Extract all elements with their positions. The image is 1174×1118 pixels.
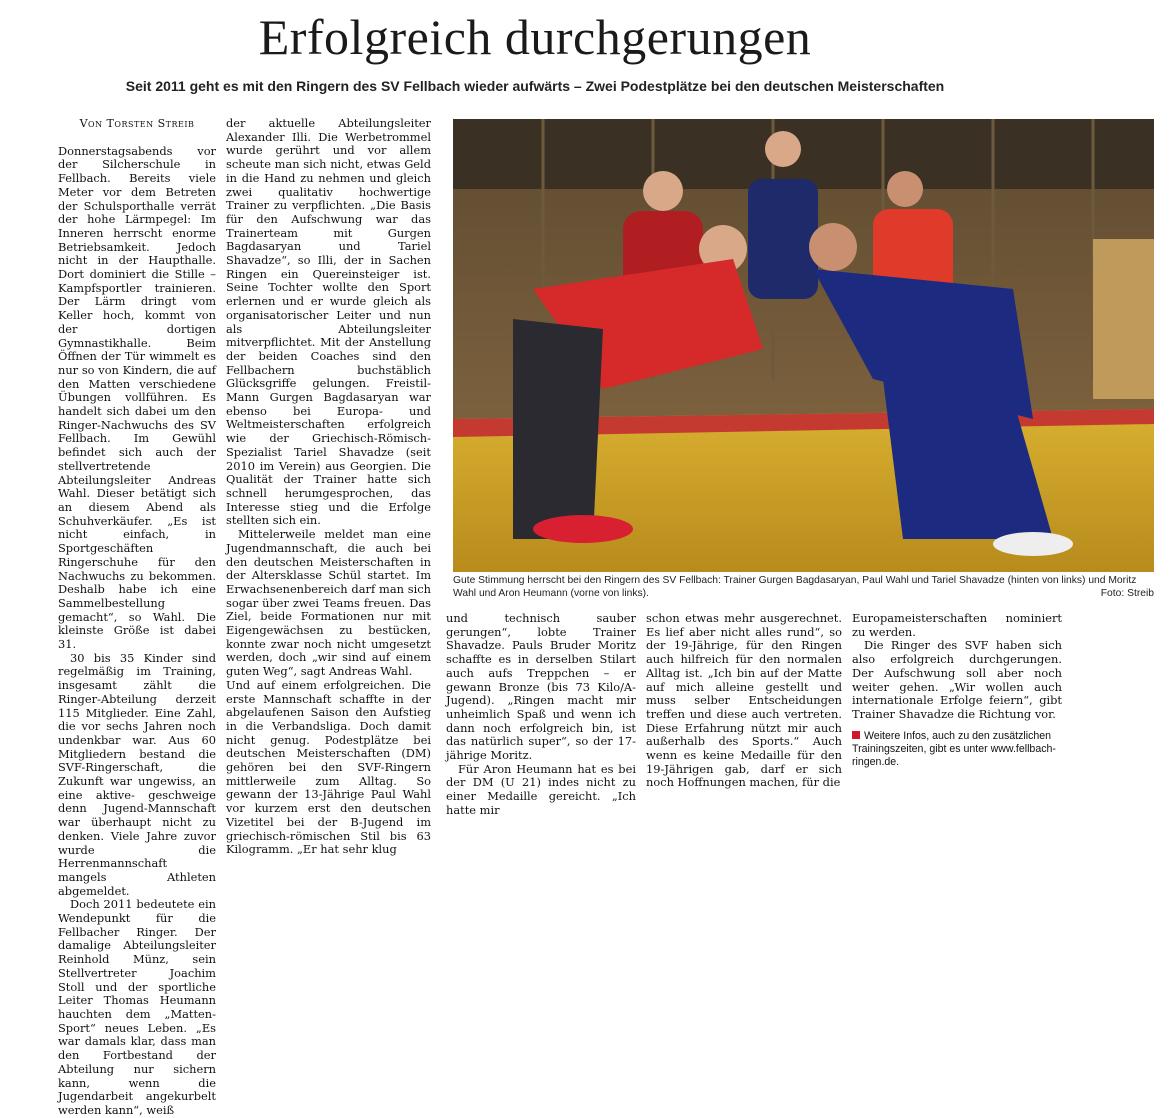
byline: Von Torsten Streib [79,117,195,130]
article-column-3 [446,612,636,818]
paragraph: Und auf einem erfolgreichen. Die erste Mannschaft schaffte in der abgelaufenen Saison den Aufstieg in die Verbandsliga. Doch damit nicht genug. Podestplätze bei deutschen Meisterschaften (DM) gehören bei den SVF-Ringern mittlerweile zum Alltag. So gewann der 13-Jährige Paul Wahl vor kurzem erst den deutschen Vizetitel bei der B-Jugend im griechisch-römischen Stil bis 63 Kilogramm. „Er hat sehr klug [226,677,431,857]
paragraph: der aktuelle Abteilungsleiter Alexander Illi. Die Werbetrommel wurde gerührt und vor allem scheute man sich nicht, etwas Geld in die Hand zu nehmen und gleich zwei qualitativ hochwertige Trainer zu verpflichten. „Die Basis für den Aufschwung war das Trainerteam mit Gurgen Bagdasaryan und Tariel Shavadze“, so Illi, der in Sachen Ringen ein Quereinsteiger ist. Seine Tochter wollte den Sport erlernen und er wurde gleich als organisatorischer Leiter und nun als Abteilungsleiter mitverpflichtet. Mit der Anstellung der beiden Coaches sind den Fellbachern buchstäblich Glücksgriffe gelungen. Freistil-Mann Gurgen Bagdasaryan war ebenso bei Europa- und Weltmeisterschaften erfolgreich wie der Griechisch-Römisch-Spezialist Tariel Shavadze (seit 2010 im Verein) aus Georgien. Die Qualität der Trainer hatte sich schnell herumgesprochen, das Interesse stieg und die Erfolge stellten sich ein. [226,116,431,528]
paragraph: Für Aron Heumann hat es bei der DM (U 21) indes nicht zu einer Medaille gereicht. „Ich hatte mir [446,761,636,817]
paragraph: Die Ringer des SVF haben sich also erfolgreich durchgerungen. Der Aufschwung soll aber noch weiter gehen. „Wir wollen auch internationale Erfolge feiern“, gibt Trainer Shavadze die Richtung vor. [852,638,1062,721]
paragraph: und technisch sauber gerungen“, lobte Trainer Shavadze. Pauls Bruder Moritz schaffte es in derselben Stilart auch aufs Treppchen – er gewann Bronze (bis 73 Kilo/A-Jugend). „Ringen macht mir unheimlich Spaß und wenn ich dann noch erfolgreich bin, ist das natürlich super“, so der 17-jährige Moritz. [446,611,636,763]
paragraph: Doch 2011 bedeutete ein Wendepunkt für die Fellbacher Ringer. Der damalige Abteilungsleiter Reinhold Münz, sein Stellvertreter Joachim Stoll und der sportliche Leiter Thomas Heumann hauchten dem „Matten-Sport“ neues Leben. „Es war damals klar, dass man den Fortbestand der Abteilung nur sichern kann, wenn die Jugendarbeit angekurbelt werden kann“, weiß [58,897,216,1117]
more-info-text: Weitere Infos, auch zu den zusätzlichen Trainingszeiten, gibt es unter www.fellbach-ringen.de. [852,730,1056,768]
headline: Erfolgreich durchgerungen [258,9,812,65]
paragraph: Mittelerweile meldet man eine Jugendmannschaft, die auch bei den deutschen Meisterschaften in der Altersklasse Schül startet. Im Erwachsenenbereich darf man sich sogar über zwei Teams freuen. Das Ziel, beide Formationen nur mit Eigengewächsen zu bestücken, konnte zwar noch nicht umgesetzt werden, doch „wir sind auf einem guten Weg“, sagt Andreas Wahl. [226,527,431,679]
article-column-1 [58,117,216,1118]
paragraph: schon etwas mehr ausgerechnet. Es lief aber nicht alles rund“, so der 19-Jährige, für den Ringen auch hilfreich für den normalen Alltag ist. „Ich bin auf der Matte auf mich alleine gestellt und muss selber Entscheidungen treffen und diese auch vertreten. Diese Erfahrung nützt mir auch außerhalb des Sports.“ Auch wenn es keine Medaille für den 19-Jährigen gab, darf er sich noch Hoffnungen machen, für die [646,611,842,790]
more-info-box [852,730,1062,769]
red-square-icon [852,731,860,739]
photo-illustration [453,119,1154,572]
article-column-5 [852,612,1062,722]
article-column-2 [226,117,431,857]
paragraph: 30 bis 35 Kinder sind regelmäßig im Training, insgesamt zählt die Ringer-Abteilung derzeit 115 Mitglieder. Eine Zahl, die vor sechs Jahren noch undenkbar war. Aus 60 Mitgliedern bestand die SVF-Ringerschaft, die Zukunft war ungewiss, an eine aktive- geschweige denn Jugend-Mannschaft war überhaupt nicht zu denken. Viele Jahre zuvor wurde die Herrenmannschaft mangels Athleten abgemeldet. [58,650,216,898]
photo-credit: Foto: Streib [1100,587,1154,599]
paragraph: Europameisterschaften nominiert zu werden. [852,611,1062,639]
article-column-4 [646,612,842,790]
wrestlers-photo [453,119,1154,572]
paragraph: Donnerstagsabends vor der Silcherschule in Fellbach. Bereits viele Meter vor dem Betreten der Schulsporthalle verrät der hohe Lärmpegel: Im Inneren herrscht enorme Betriebsamkeit. Jedoch nicht in der Haupthalle. Dort dominiert die Stille – Kampfsportler trainieren. Der Lärm dringt vom Keller hoch, kommt von der dortigen Gymnastikhalle. Beim Öffnen der Tür wimmelt es nur so von Kindern, die auf den Matten verschiedene Übungen vollführen. Es handelt sich dabei um den Ringer-Nachwuchs des SV Fellbach. Im Gewühl befindet sich auch der stellvertretende Abteilungsleiter Andreas Wahl. Dieser betätigt sich an diesem Abend als Schuhverkäufer. „Es ist nicht einfach, in Sportgeschäften Ringerschuhe für den Nachwuchs zu bekommen. Deshalb habe ich eine Sammelbestellung gemacht“, so Wahl. Die kleinste Größe ist dabei 31. [58,143,216,652]
subheadline: Seit 2011 geht es mit den Ringern des SV Fellbach wieder aufwärts – Zwei Podestplätze bei den deutschen Meisterschaften [125,78,945,94]
photo-caption [453,575,1154,600]
caption-text: Gute Stimmung herrscht bei den Ringern des SV Fellbach: Trainer Gurgen Bagdasaryan, Paul Wahl und Tariel Shavadze (hinten von links) und Moritz Wahl und Aron Heumann (vorne von links). [453,575,1137,599]
